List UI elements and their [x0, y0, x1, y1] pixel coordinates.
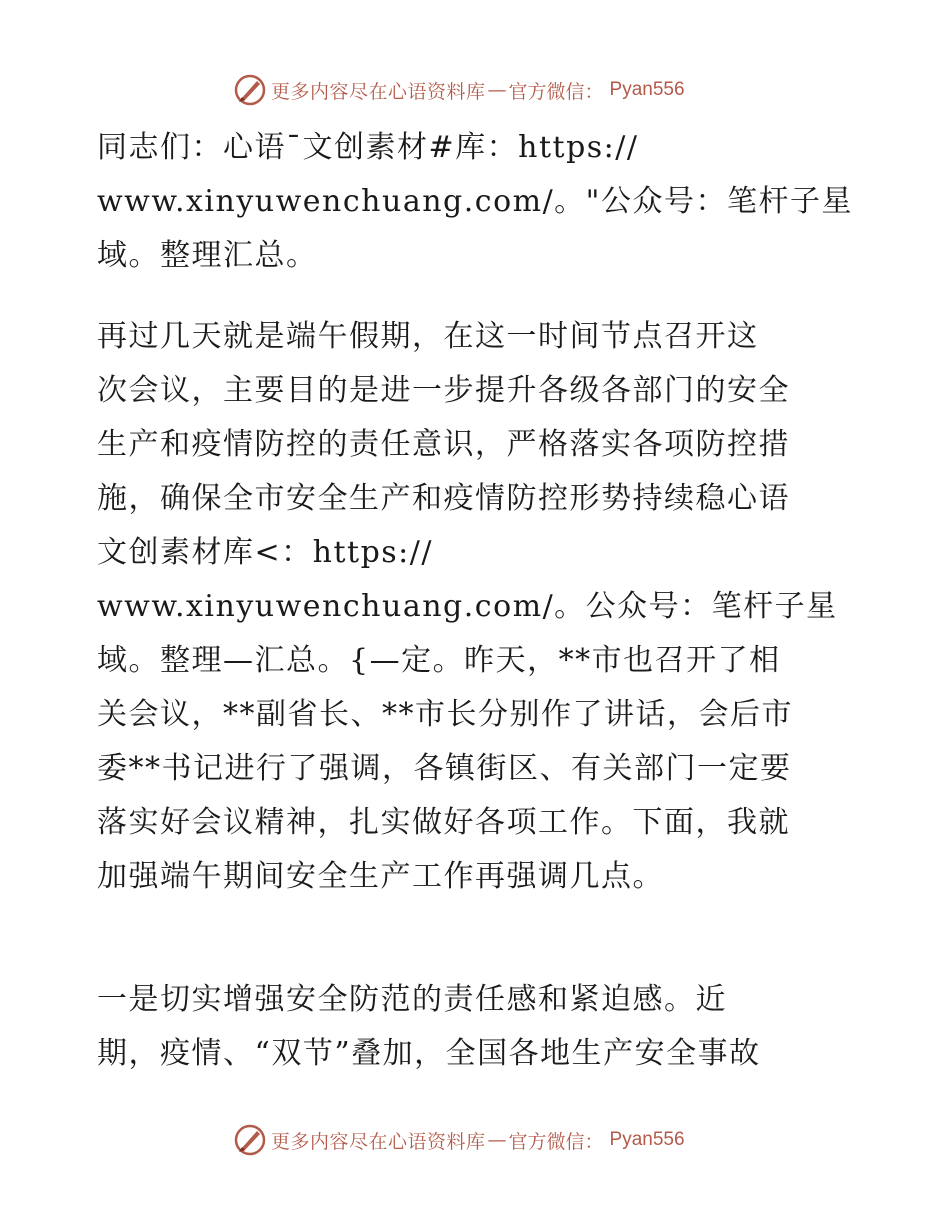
text-line: 一是切实增强安全防范的责任感和紧迫感。近 [97, 982, 727, 1017]
quill-pen-logo-icon [233, 1123, 267, 1157]
text-line: 加强端午期间安全生产工作再强调几点。 [97, 859, 664, 894]
banner-wechat-id: Pyan556 [609, 79, 685, 100]
text-line: 次会议，主要目的是进一步提升各级各部门的安全 [97, 373, 790, 408]
banner-separator: — [487, 1129, 507, 1151]
text-line: www.xinyuwenchuang.com/。公众号：笔杆子星 [97, 589, 838, 624]
text-line: 关会议，**副省长、**市长分别作了讲话，会后市 [97, 697, 793, 732]
banner-separator: — [487, 79, 507, 101]
text-line: 再过几天就是端午假期，在这一时间节点召开这 [97, 319, 759, 354]
footer-banner [233, 1122, 685, 1158]
paragraph-3 [97, 973, 857, 1081]
paragraph-1 [97, 121, 857, 283]
text-line: 生产和疫情防控的责任意识，严格落实各项防控措 [97, 427, 790, 462]
text-line: 施，确保全市安全生产和疫情防控形势持续稳心语 [97, 481, 790, 516]
banner-text: 更多内容尽在心语资料库 [271, 1130, 486, 1153]
text-line: 委**书记进行了强调，各镇街区、有关部门一定要 [97, 751, 792, 786]
banner-label: 官方微信： [508, 80, 604, 103]
text-line: 期，疫情、“双节”叠加，全国各地生产安全事故 [97, 1036, 761, 1071]
header-banner [233, 72, 685, 108]
text-line: www.xinyuwenchuang.com/。"公众号：笔杆子星 [97, 184, 853, 219]
text-line: 域。整理—汇总。{—定。昨天，**市也召开了相 [97, 643, 781, 678]
banner-text: 更多内容尽在心语资料库 [271, 80, 486, 103]
paragraph-2 [97, 310, 857, 904]
text-line: 文创素材库<：https:// [97, 535, 433, 570]
quill-pen-logo-icon [233, 73, 267, 107]
banner-wechat-id: Pyan556 [609, 1129, 685, 1150]
banner-label: 官方微信： [508, 1130, 604, 1153]
text-line: 域。整理汇总。 [97, 238, 318, 273]
text-line: 同志们：心语¯文创素材#库：https:// [97, 130, 639, 165]
text-line: 落实好会议精神，扎实做好各项工作。下面，我就 [97, 805, 790, 840]
